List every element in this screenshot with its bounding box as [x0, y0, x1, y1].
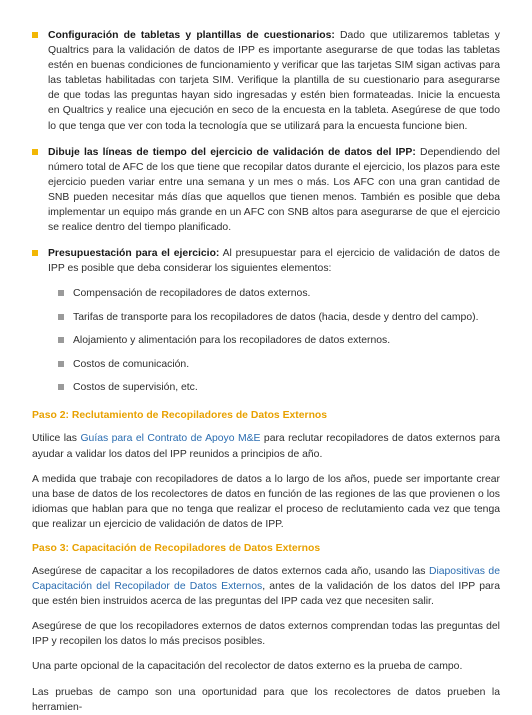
text-span: para reclutar recopiladores de datos externos para ayudar a validar los datos del IPP reunidos a principios de año. — [32, 433, 500, 460]
step2-paragraph-2: A medida que trabaje con recopiladores de datos a lo largo de los años, puede ser importante crear una base de datos de los recolectores de datos en función de las regiones de las que provienen o los idiomas que hablan para que no tenga que realizar el proceso de reclutamiento cada vez que tenga que realizar un ejercicio de validación de datos de IPP. — [32, 473, 500, 530]
gray-square-icon — [58, 384, 64, 390]
text-span: Asegúrese de capacitar a los recopiladores de datos externos cada año, usando las — [32, 565, 429, 577]
list-item — [58, 357, 500, 372]
bullet-title: Dibuje las líneas de tiempo del ejercicio de validación de datos del IPP: — [48, 146, 416, 158]
bullet-title: Presupuestación para el ejercicio: — [48, 248, 220, 260]
gray-square-icon — [58, 361, 64, 367]
text-span: , antes de la validación de los datos del IPP para que estén bien instruidos acerca de las preguntas del IPP cada vez que necesiten salir. — [32, 581, 500, 608]
list-item — [58, 286, 500, 301]
me-support-contract-link[interactable]: Guías para el Contrato de Apoyo M&E — [80, 433, 261, 445]
step3-paragraph-1 — [32, 564, 500, 609]
bullet-budget — [32, 246, 500, 276]
bullet-tablet-setup — [32, 28, 500, 134]
bullet-square-icon — [32, 32, 38, 38]
list-item-text: Costos de supervisión, etc. — [73, 382, 198, 394]
bullet-square-icon — [32, 149, 38, 155]
step3-heading: Paso 3: Capacitación de Recopiladores de Datos Externos — [32, 542, 321, 554]
training-slides-link[interactable]: Diapositivas de Capacitación del Recopilador de Datos Externos — [32, 565, 500, 593]
bullet-text: Al presupuestar para el ejercicio de validación de datos de IPP es posible que deba considerar los siguientes elementos: — [48, 248, 500, 275]
bullet-square-icon — [32, 250, 38, 256]
list-item-text: Compensación de recopiladores de datos externos. — [73, 288, 311, 300]
step2-paragraph-1 — [32, 431, 500, 461]
step2-heading: Paso 2: Reclutamiento de Recopiladores de Datos Externos — [32, 410, 328, 422]
list-item — [58, 310, 500, 325]
bullet-text: Dado que utilizaremos tabletas y Qualtrics para la validación de datos de IPP es importante asegurarse de que todas las tabletas estén en buenas condiciones de funcionamiento y verificar que las tarjetas SIM sigan activas para las tabletas habilitadas con tarjeta SIM. Verifique la plantilla de su cuestionario para asegurarse de que todas las preguntas hayan sido ingresadas y estén bien formateadas. Inicie la encuesta en Qualtrics y realice una ejecución en seco de la encuesta en la tableta. Asegúrese de que todo lo que tenga que ver con toda la tecnología que se utilizará para la encuesta funcione bien. — [48, 30, 500, 132]
text-span: Utilice las — [32, 433, 81, 445]
list-item-text: Tarifas de transporte para los recopiladores de datos (hacia, desde y dentro del campo). — [73, 311, 479, 323]
step3-paragraph-3: Una parte opcional de la capacitación del recolector de datos externo es la prueba de campo. — [32, 661, 463, 673]
list-item-text: Costos de comunicación. — [73, 358, 190, 370]
bullet-timelines — [32, 145, 500, 236]
gray-square-icon — [58, 290, 64, 296]
bullet-title: Configuración de tabletas y plantillas de cuestionarios: — [48, 30, 335, 41]
step3-paragraph-2: Asegúrese de que los recopiladores externos de datos externos comprendan todas las preguntas del IPP y recopilen los datos lo más precisos posibles. — [32, 621, 500, 648]
list-item — [58, 380, 500, 395]
budget-items-list — [32, 286, 500, 395]
bullet-text: Dependiendo del número total de AFC de los que tiene que recopilar datos durante el ejercicio, los plazos para este ejercicio pueden variar entre una semana y un mes o más. Los AFC con una gran cantidad de SNB pueden necesitar más días que aquellos que tienen menos. También es posible que deba implementar un equipo más grande en un AFC con SNB altos para asegurarse de que el ejercicio se realice dentro del tiempo planificado. — [48, 146, 500, 234]
gray-square-icon — [58, 337, 64, 343]
list-item-text: Alojamiento y alimentación para los recopiladores de datos externos. — [73, 335, 391, 347]
list-item — [58, 333, 500, 348]
gray-square-icon — [58, 314, 64, 320]
step3-paragraph-4: Las pruebas de campo son una oportunidad para que los recolectores de datos prueben la herramien- — [32, 686, 500, 713]
